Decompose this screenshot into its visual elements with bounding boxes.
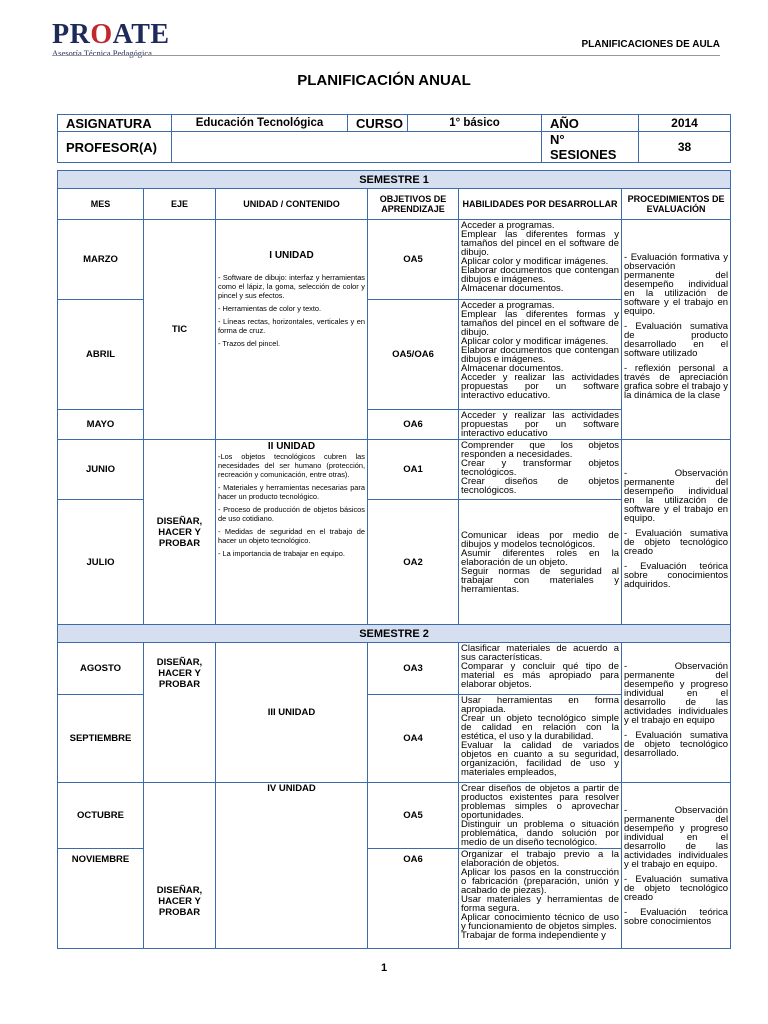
col-objetivos: OBJETIVOS DE APRENDIZAJE bbox=[368, 189, 459, 220]
eje-disenar-3: DISEÑAR, HACER Y PROBAR bbox=[144, 783, 216, 949]
unit-1-item: - Software de dibujo: interfaz y herramientas como el lápiz, la goma, selección de color y pincel y sus efectos. bbox=[218, 273, 365, 300]
habilidad: Aplicar conocimiento técnico de uso y funcionamiento de objetos simples. bbox=[461, 912, 619, 932]
oa-septiembre: OA4 bbox=[368, 695, 459, 783]
habilidades-abril bbox=[459, 300, 622, 410]
month-julio: JULIO bbox=[58, 500, 144, 625]
eje-tic: TIC bbox=[144, 220, 216, 440]
procedimiento: - Observación permanente del desempeño y progreso individual en el desarrollo de las actividades individuales y el trabajo en equipo. bbox=[624, 804, 729, 870]
procedimiento: - Observación permanente del desempeño y progreso individual en el desarrollo de las actividades individuales y el trabajo en equipo bbox=[624, 660, 729, 726]
habilidad: Asumir diferentes roles en la elaboración de un objeto. bbox=[461, 547, 619, 568]
month-octubre: OCTUBRE bbox=[58, 783, 144, 849]
oa-julio: OA2 bbox=[368, 500, 459, 625]
month-marzo: MARZO bbox=[58, 220, 144, 300]
procedimiento: - reflexión personal a través de apreciación grafica sobre el trabajo y la dinámica de la clase bbox=[624, 363, 729, 401]
procedimientos-unit-2 bbox=[622, 440, 731, 625]
month-agosto: AGOSTO bbox=[58, 643, 144, 695]
oa-octubre: OA5 bbox=[368, 783, 459, 849]
ano-label: AÑO bbox=[542, 115, 639, 132]
unit-2-item: - Medidas de seguridad en el trabajo de hacer un objeto tecnológico. bbox=[218, 527, 365, 545]
habilidad: Elaborar documentos que contengan dibujos e imágenes. bbox=[461, 345, 619, 365]
unit-1-item: - Líneas rectas, horizontales, verticales y en forma de cruz. bbox=[218, 317, 365, 335]
semester-2-header: SEMESTRE 2 bbox=[58, 625, 731, 643]
planning-table bbox=[57, 170, 731, 949]
habilidades-junio bbox=[459, 440, 622, 500]
unit-1-title: I UNIDAD bbox=[269, 250, 314, 261]
unit-2-cell bbox=[216, 440, 368, 625]
procedimiento: - Evaluación sumativa de objeto tecnológico desarrollado. bbox=[624, 729, 729, 759]
habilidades-septiembre bbox=[459, 695, 622, 783]
habilidad: Trabajar de forma independiente y bbox=[461, 930, 606, 941]
asignatura-value: Educación Tecnológica bbox=[172, 115, 348, 132]
page-title: PLANIFICACIÓN ANUAL bbox=[297, 72, 471, 89]
procedimientos-unit-3 bbox=[622, 643, 731, 783]
habilidad: Usar herramientas en forma apropiada. bbox=[461, 695, 619, 715]
unit-2-item: - Proceso de producción de objetos básicos de uso cotidiano. bbox=[218, 505, 365, 523]
col-unidad: UNIDAD / CONTENIDO bbox=[216, 189, 368, 220]
habilidad: Crear diseños de objetos tecnológicos. bbox=[461, 476, 619, 496]
month-abril: ABRIL bbox=[58, 300, 144, 410]
unit-2-title: II UNIDAD bbox=[267, 441, 316, 452]
habilidad: Evaluar la calidad de variados objetos en cuanto a su seguridad, organización, facilidad de uso y materiales empleados, bbox=[461, 740, 619, 778]
habilidades-agosto bbox=[459, 643, 622, 695]
habilidad: Aplicar color y modificar imágenes. bbox=[461, 336, 609, 347]
col-procedimientos: PROCEDIMIENTOS DE EVALUACIÓN bbox=[622, 189, 731, 220]
col-mes: MES bbox=[58, 189, 144, 220]
habilidad: Crear un objeto tecnológico simple de calidad en relación con la estética, el uso y la durabilidad. bbox=[461, 713, 619, 742]
profesor-label: PROFESOR(A) bbox=[58, 132, 172, 163]
oa-noviembre: OA6 bbox=[368, 849, 459, 949]
header-divider bbox=[52, 55, 720, 56]
oa-agosto: OA3 bbox=[368, 643, 459, 695]
procedimientos-unit-1 bbox=[622, 220, 731, 440]
eje-disenar: DISEÑAR, HACER Y PROBAR bbox=[144, 440, 216, 625]
habilidad: Acceder y realizar las actividades propuestas por un software interactivo educativo. bbox=[461, 372, 619, 401]
oa-marzo: OA5 bbox=[368, 220, 459, 300]
procedimiento: - Evaluación formativa y observación permanente del desempeño individual en la utilización de software y el trabajo en equipo. bbox=[624, 252, 729, 317]
unit-2-item: -Los objetos tecnológicos cubren las necesidades del ser humano (protección, recreación y comunicación, entre otras). bbox=[218, 452, 365, 479]
habilidad: Clasificar materiales de acuerdo a sus características. bbox=[461, 643, 619, 663]
ano-value: 2014 bbox=[639, 115, 731, 132]
col-habilidades: HABILIDADES POR DESARROLLAR bbox=[459, 189, 622, 220]
page-number: 1 bbox=[380, 962, 388, 974]
sesiones-label: N° SESIONES bbox=[542, 132, 639, 163]
habilidad: Seguir normas de seguridad al trabajar con materiales y herramientas. bbox=[461, 565, 619, 595]
semester-1-header: SEMESTRE 1 bbox=[58, 171, 731, 189]
eje-disenar-2: DISEÑAR, HACER Y PROBAR bbox=[144, 643, 216, 783]
habilidades-noviembre bbox=[459, 849, 622, 949]
procedimiento: - Evaluación sumativa de producto desarrollado en el software utilizado bbox=[624, 321, 729, 359]
month-septiembre: SEPTIEMBRE bbox=[58, 695, 144, 783]
unit-1-cell bbox=[216, 220, 368, 440]
oa-mayo: OA6 bbox=[368, 410, 459, 440]
habilidades-octubre bbox=[459, 783, 622, 849]
unit-4-title: IV UNIDAD bbox=[216, 783, 368, 949]
habilidad: Crear diseños de objetos a partir de productos existentes para resolver problemas simples o aprovechar oportunidades. bbox=[461, 783, 619, 821]
header-section-title: PLANIFICACIONES DE AULA bbox=[581, 39, 720, 50]
col-eje: EJE bbox=[144, 189, 216, 220]
habilidad: Acceder a programas. bbox=[461, 300, 555, 311]
habilidad: Crear y transformar objetos tecnológicos. bbox=[461, 458, 619, 478]
habilidad: Elaborar documentos que contengan dibujos e imágenes. bbox=[461, 265, 619, 285]
unit-1-item: - Herramientas de color y texto. bbox=[218, 304, 322, 313]
habilidades-mayo bbox=[459, 410, 622, 440]
habilidad: Emplear las diferentes formas y tamaños del pincel en el software de dibujo. bbox=[461, 309, 619, 338]
month-mayo: MAYO bbox=[58, 410, 144, 440]
unit-2-item: - Materiales y herramientas necesarias para hacer un producto tecnológico. bbox=[218, 483, 365, 501]
habilidad: Acceder y realizar las actividades propuestas por un software interactivo educativo bbox=[461, 410, 619, 439]
procedimientos-unit-4 bbox=[622, 783, 731, 949]
habilidad: Acceder a programas. bbox=[461, 220, 555, 231]
habilidad: Emplear las diferentes formas y tamaños del pincel en el software de dibujo. bbox=[461, 229, 619, 258]
logo-brand: PROATE bbox=[52, 19, 170, 50]
curso-label: CURSO bbox=[348, 115, 408, 132]
unit-3-title: III UNIDAD bbox=[216, 643, 368, 783]
habilidad: Aplicar los pasos en la construcción o fabricación (preparación, unión y acabado de piezas). bbox=[461, 867, 619, 896]
unit-1-item: - Trazos del pincel. bbox=[218, 339, 281, 348]
month-noviembre: NOVIEMBRE bbox=[58, 849, 144, 949]
habilidad: Almacenar documentos. bbox=[461, 283, 564, 294]
procedimiento: - Observación permanente del desempeño individual en la utilización de software y el trabajo en equipo. bbox=[624, 468, 729, 524]
habilidad: Aplicar color y modificar imágenes. bbox=[461, 256, 609, 267]
proate-logo bbox=[52, 19, 182, 58]
profesor-value bbox=[172, 132, 542, 163]
procedimiento: - Evaluación sumativa de objeto tecnológico creado bbox=[624, 873, 729, 903]
habilidad: Comunicar ideas por medio de dibujos y modelos tecnológicos. bbox=[461, 529, 619, 550]
procedimiento: - Evaluación teórica sobre conocimientos adquiridos. bbox=[624, 561, 729, 590]
unit-2-item: - La importancia de trabajar en equipo. bbox=[218, 549, 345, 558]
habilidad: Comprender que los objetos responden a necesidades. bbox=[461, 440, 619, 460]
procedimiento: - Evaluación teórica sobre conocimientos bbox=[624, 906, 729, 927]
habilidad: Distinguir un problema o situación problemática, dando solución por medio de un diseño tecnológico. bbox=[461, 819, 619, 848]
habilidades-julio bbox=[459, 500, 622, 625]
info-table bbox=[57, 114, 731, 163]
procedimiento: - Evaluación sumativa de objeto tecnológico creado bbox=[624, 528, 729, 557]
habilidad: Comparar y concluir qué tipo de material es más apropiado para elaborar objetos. bbox=[461, 661, 619, 690]
logo-subtitle: Asesoría Técnica Pedagógica bbox=[52, 48, 152, 58]
curso-value: 1° básico bbox=[408, 115, 542, 132]
asignatura-label: ASIGNATURA bbox=[58, 115, 172, 132]
habilidades-marzo bbox=[459, 220, 622, 300]
oa-junio: OA1 bbox=[368, 440, 459, 500]
month-junio: JUNIO bbox=[58, 440, 144, 500]
habilidad: Organizar el trabajo previo a la elaboración de objetos. bbox=[461, 849, 619, 869]
habilidad: Usar materiales y herramientas de forma segura. bbox=[461, 894, 619, 914]
habilidad: Almacenar documentos. bbox=[461, 363, 564, 374]
sesiones-value: 38 bbox=[639, 132, 731, 163]
oa-abril: OA5/OA6 bbox=[368, 300, 459, 410]
